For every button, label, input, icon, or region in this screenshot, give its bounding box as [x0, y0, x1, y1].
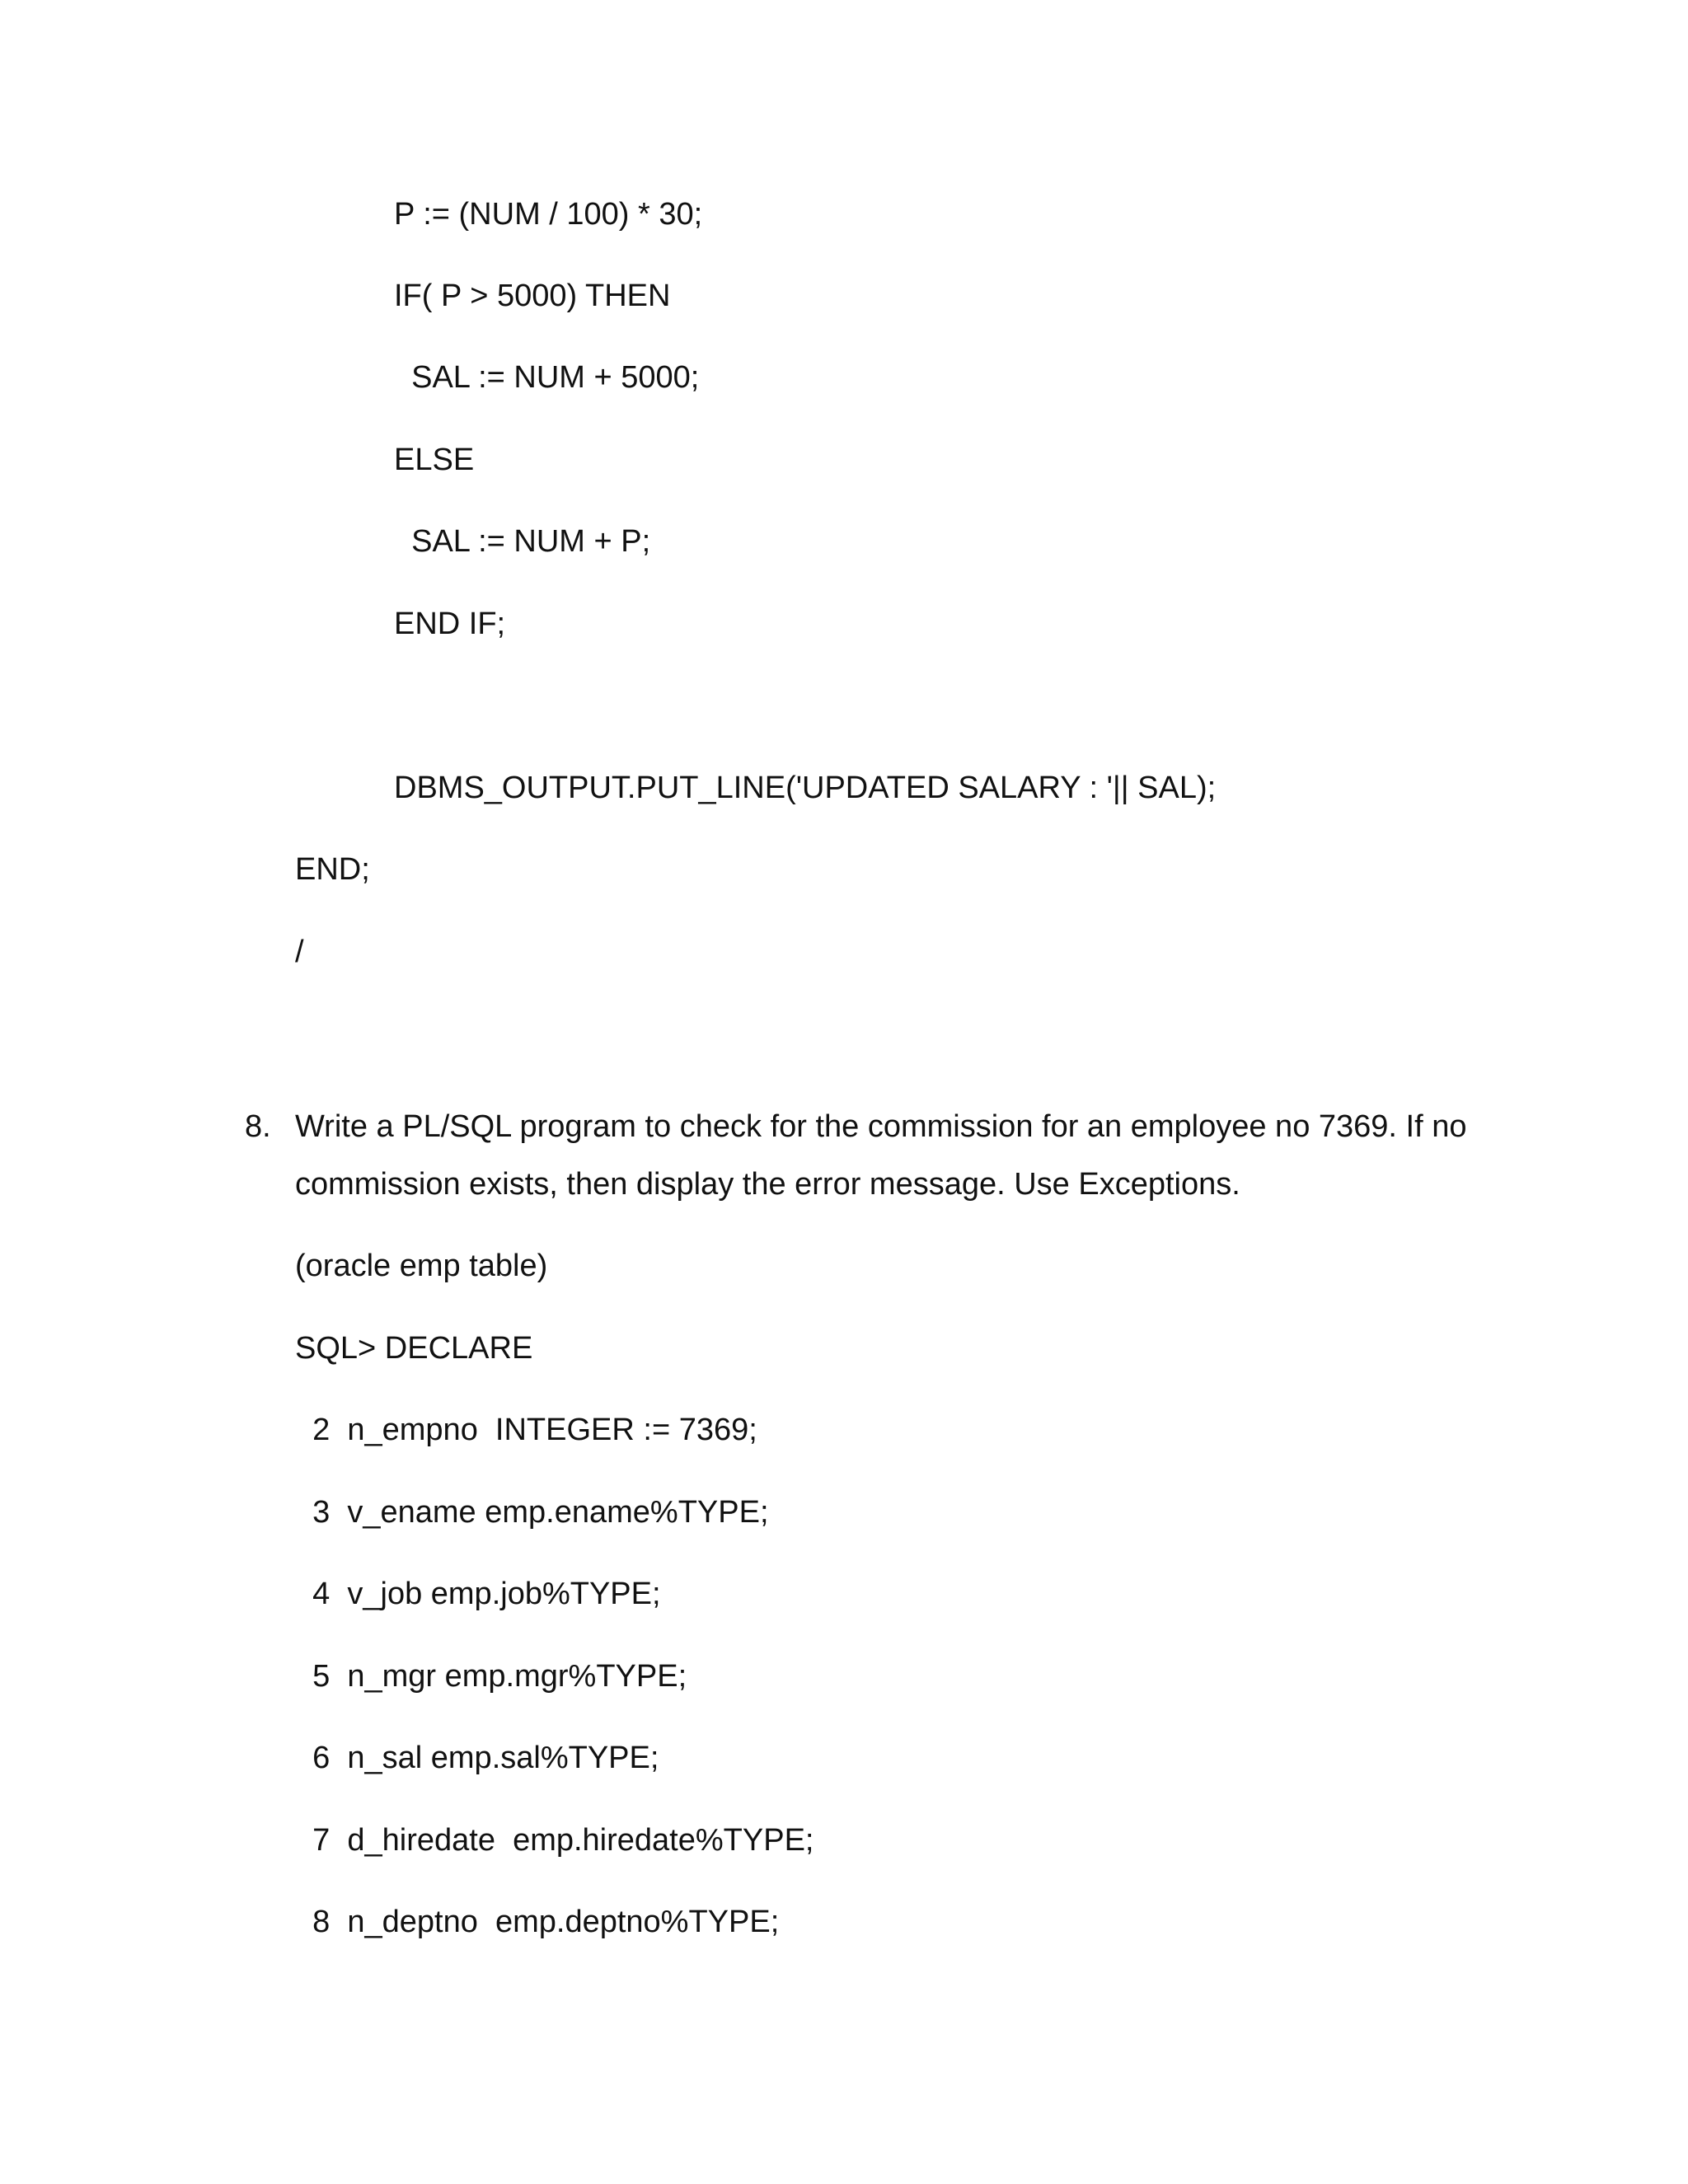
code-line: IF( P > 5000) THEN	[394, 279, 671, 313]
code-line: /	[295, 935, 304, 969]
code-line: DBMS_OUTPUT.PUT_LINE('UPDATED SALARY : '|| SAL);	[394, 771, 1217, 805]
code-line: SAL := NUM + 5000;	[394, 360, 700, 395]
code-line: 6 n_sal emp.sal%TYPE;	[295, 1741, 659, 1775]
question-text-line: commission exists, then display the error message. Use Exceptions.	[295, 1167, 1240, 1202]
code-line: 3 v_ename emp.ename%TYPE;	[295, 1495, 769, 1530]
code-line: 5 n_mgr emp.mgr%TYPE;	[295, 1659, 687, 1694]
code-line: P := (NUM / 100) * 30;	[394, 197, 703, 232]
code-line: 2 n_empno INTEGER := 7369;	[295, 1413, 757, 1447]
code-line: 8 n_deptno emp.deptno%TYPE;	[295, 1905, 780, 1939]
code-line: 7 d_hiredate emp.hiredate%TYPE;	[295, 1823, 814, 1858]
code-line: END;	[295, 852, 370, 887]
question-note: (oracle emp table)	[295, 1249, 548, 1283]
code-line: END IF;	[394, 607, 506, 641]
code-line: 4 v_job emp.job%TYPE;	[295, 1577, 661, 1611]
question-text-line: Write a PL/SQL program to check for the commission for an employee no 7369. If no	[295, 1109, 1467, 1144]
code-line: ELSE	[394, 443, 475, 477]
question-number: 8.	[245, 1109, 271, 1144]
code-line: SQL> DECLARE	[295, 1331, 533, 1366]
code-line: SAL := NUM + P;	[394, 524, 651, 559]
